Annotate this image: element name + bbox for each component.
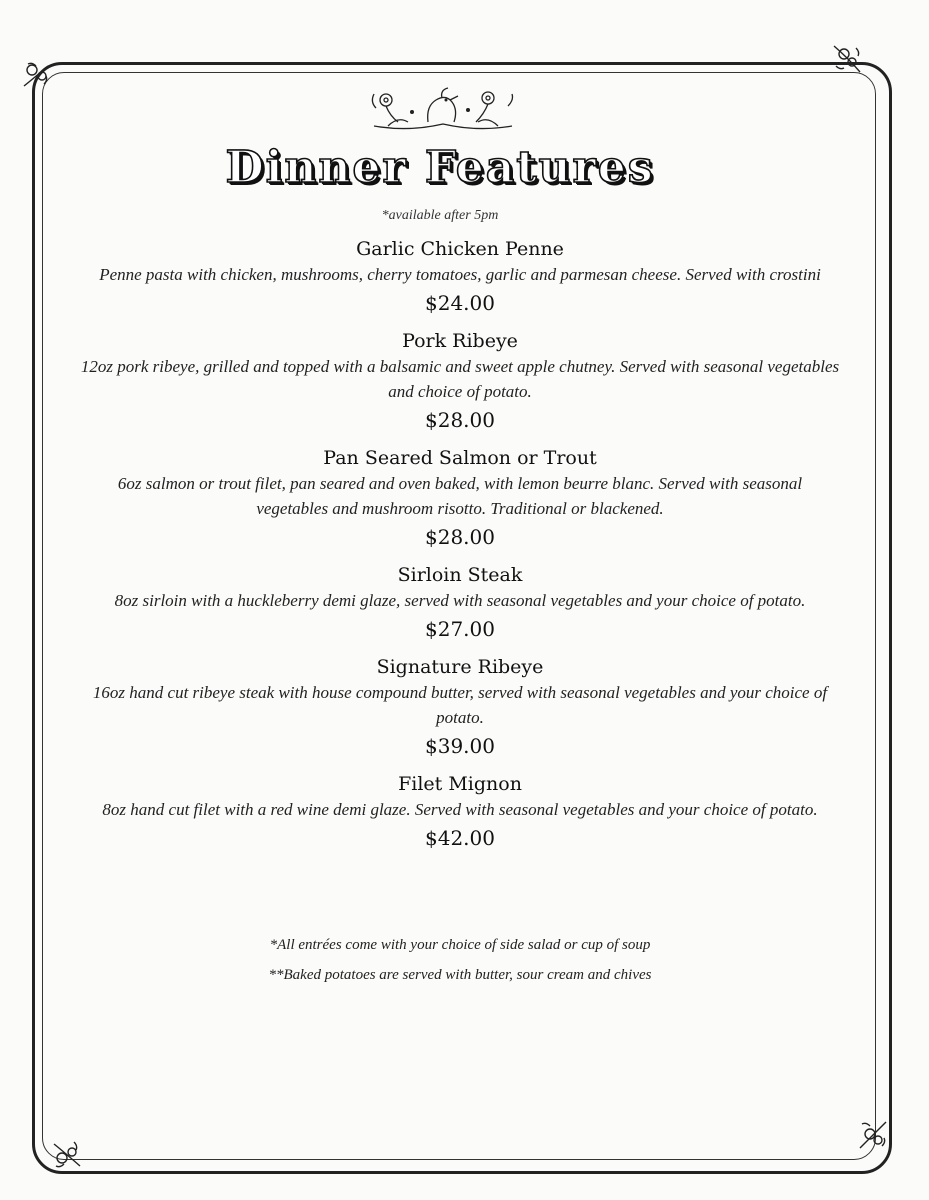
- item-price: $24.00: [425, 291, 495, 315]
- item-description: 6oz salmon or trout filet, pan seared and oven baked, with lemon beurre blanc. Served with seasonal vegetables and mushroom risotto. Traditional or blackened.: [117, 474, 803, 518]
- availability-note: *available after 5pm: [381, 208, 499, 223]
- footnote-baked-potato: **Baked potatoes are served with butter, sour cream and chives: [268, 967, 652, 983]
- item-description: 16oz hand cut ribeye steak with house compound butter, served with seasonal vegetables and your choice of potato.: [92, 683, 828, 727]
- item-price: $28.00: [425, 408, 495, 432]
- item-description: 8oz hand cut filet with a red wine demi glaze. Served with seasonal vegetables and your choice of potato.: [102, 800, 818, 819]
- item-price: $27.00: [425, 617, 495, 641]
- menu-item: [80, 328, 840, 435]
- menu-item: [80, 236, 840, 318]
- item-price: $39.00: [425, 734, 495, 758]
- item-name: Filet Mignon: [398, 773, 522, 795]
- item-name: Signature Ribeye: [376, 656, 544, 678]
- item-description: Penne pasta with chicken, mushrooms, cherry tomatoes, garlic and parmesan cheese. Served with crostini: [99, 265, 821, 284]
- item-name: Sirloin Steak: [397, 564, 523, 586]
- menu-item: [80, 654, 840, 761]
- item-description: 8oz sirloin with a huckleberry demi glaze, served with seasonal vegetables and your choice of potato.: [114, 591, 806, 610]
- item-name: Pork Ribeye: [402, 330, 518, 352]
- item-description: 12oz pork ribeye, grilled and topped with a balsamic and sweet apple chutney. Served with seasonal vegetables and choice of potato.: [80, 357, 840, 401]
- footnotes: [60, 930, 860, 990]
- item-price: $42.00: [425, 826, 495, 850]
- item-name: Garlic Chicken Penne: [356, 238, 564, 260]
- menu-item: [80, 562, 840, 644]
- corner-flourish-icon: [830, 42, 864, 76]
- corner-flourish-icon: [50, 1138, 84, 1172]
- corner-flourish-icon: [20, 58, 54, 92]
- item-price: $28.00: [425, 525, 495, 549]
- item-name: Pan Seared Salmon or Trout: [323, 447, 597, 469]
- corner-flourish-icon: [856, 1118, 890, 1152]
- floral-bird-ornament-icon: [368, 86, 518, 138]
- menu-items-list: [80, 236, 840, 863]
- page-title: Dinner Features: [225, 142, 655, 193]
- menu-item: [80, 771, 840, 853]
- footnote-side-choice: *All entrées come with your choice of side salad or cup of soup: [269, 937, 651, 953]
- menu-item: [80, 445, 840, 552]
